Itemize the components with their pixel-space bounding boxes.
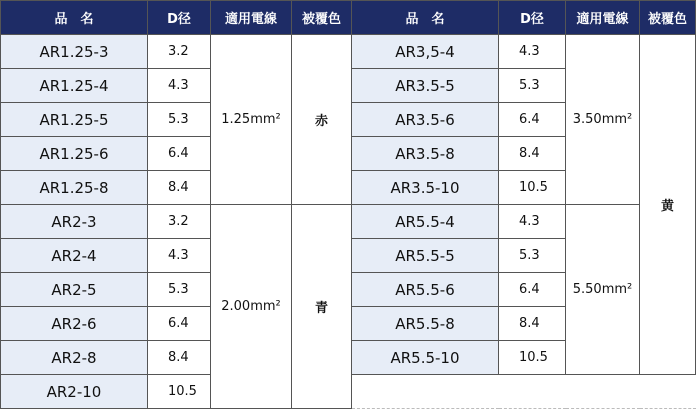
- diameter: 8.4: [499, 307, 566, 341]
- product-name: AR3.5-8: [352, 137, 499, 171]
- cover-color: 黄: [640, 35, 696, 375]
- diameter: 8.4: [148, 341, 211, 375]
- product-name: AR3.5-10: [352, 171, 499, 205]
- product-name: AR2-3: [1, 205, 148, 239]
- product-name: AR2-5: [1, 273, 148, 307]
- header-wire-right: 適用電線: [566, 1, 640, 35]
- diameter: 5.3: [499, 239, 566, 273]
- diameter: 3.2: [148, 205, 211, 239]
- product-name: AR3.5-5: [352, 69, 499, 103]
- cover-color: 赤: [292, 35, 352, 205]
- product-name: AR1.25-6: [1, 137, 148, 171]
- product-name: AR3.5-6: [352, 103, 499, 137]
- diameter: 6.4: [499, 103, 566, 137]
- diameter: 4.3: [148, 69, 211, 103]
- diameter: 8.4: [499, 137, 566, 171]
- diameter: 5.3: [148, 273, 211, 307]
- diameter: 10.5: [499, 341, 566, 375]
- wire-size: 2.00mm²: [211, 205, 292, 409]
- product-name: AR5.5-10: [352, 341, 499, 375]
- product-name: AR5.5-4: [352, 205, 499, 239]
- header-cover-color-right: 被覆色: [640, 1, 696, 35]
- product-name: AR1.25-3: [1, 35, 148, 69]
- product-name: AR2-6: [1, 307, 148, 341]
- product-name: AR2-10: [1, 375, 148, 409]
- wire-size: 5.50mm²: [566, 205, 640, 375]
- product-name: AR1.25-8: [1, 171, 148, 205]
- cover-color: 青: [292, 205, 352, 409]
- wire-size: 3.50mm²: [566, 35, 640, 205]
- diameter: 5.3: [499, 69, 566, 103]
- diameter: 10.5: [499, 171, 566, 205]
- product-name: AR2-4: [1, 239, 148, 273]
- product-name: AR2-8: [1, 341, 148, 375]
- diameter: 4.3: [499, 205, 566, 239]
- diameter: 4.3: [499, 35, 566, 69]
- empty-cell: [352, 375, 696, 409]
- diameter: 6.4: [148, 307, 211, 341]
- header-cover-color-left: 被覆色: [292, 1, 352, 35]
- diameter: 8.4: [148, 171, 211, 205]
- diameter: 4.3: [148, 239, 211, 273]
- diameter: 5.3: [148, 103, 211, 137]
- product-name: AR5.5-6: [352, 273, 499, 307]
- header-row: [1, 1, 696, 35]
- header-diameter-right: D径: [499, 1, 566, 35]
- product-name: AR1.25-4: [1, 69, 148, 103]
- header-diameter-left: D径: [148, 1, 211, 35]
- product-name: AR1.25-5: [1, 103, 148, 137]
- header-product-name-right: 品 名: [352, 1, 499, 35]
- header-wire-left: 適用電線: [211, 1, 292, 35]
- table-row: [1, 35, 696, 69]
- diameter: 10.5: [148, 375, 211, 409]
- product-name: AR5.5-8: [352, 307, 499, 341]
- diameter: 3.2: [148, 35, 211, 69]
- wire-size: 1.25mm²: [211, 35, 292, 205]
- diameter: 6.4: [148, 137, 211, 171]
- product-name: AR5.5-5: [352, 239, 499, 273]
- diameter: 6.4: [499, 273, 566, 307]
- product-name: AR3,5-4: [352, 35, 499, 69]
- header-product-name-left: 品 名: [1, 1, 148, 35]
- table-row: [1, 205, 696, 239]
